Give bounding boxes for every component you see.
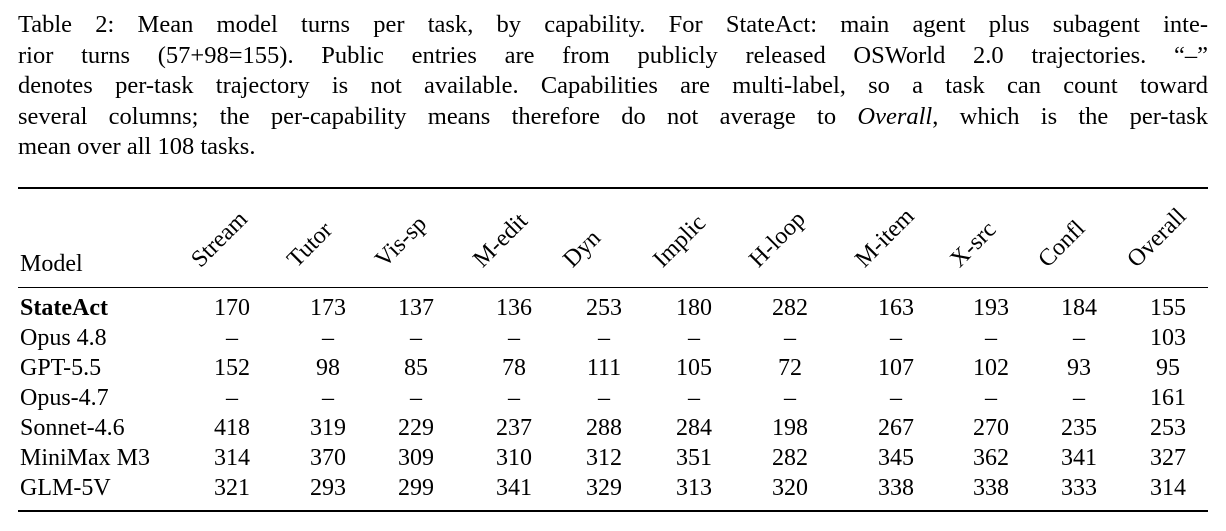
model-name: GPT-5.5: [20, 355, 102, 381]
model-name: Opus 4.8: [20, 325, 107, 351]
table-cell-x-src: 270: [973, 415, 1009, 441]
table-cell-m-item: 338: [878, 475, 914, 501]
table-cell-implic: 351: [676, 445, 712, 471]
table-cell-x-src: 362: [973, 445, 1009, 471]
table-cell-overall: 253: [1150, 415, 1186, 441]
table-cell-stream: 170: [214, 295, 250, 321]
model-name: StateAct: [20, 295, 108, 321]
column-header-vis-sp: Vis-sp: [370, 211, 433, 273]
table-cell-implic: –: [688, 385, 700, 411]
table-cell-h-loop: –: [784, 385, 796, 411]
table-caption: [18, 10, 1208, 163]
table-header-rule: [18, 287, 1208, 288]
table-cell-vis-sp: 309: [398, 445, 434, 471]
table-cell-m-edit: 136: [496, 295, 532, 321]
model-name: Sonnet-4.6: [20, 415, 125, 441]
table-cell-confl: 341: [1061, 445, 1097, 471]
table-cell-stream: –: [226, 385, 238, 411]
table-cell-confl: –: [1073, 385, 1085, 411]
column-header-m-edit: M-edit: [468, 208, 533, 273]
table-cell-x-src: –: [985, 325, 997, 351]
table-cell-dyn: 288: [586, 415, 622, 441]
table-cell-tutor: 293: [310, 475, 346, 501]
caption-overall-term: Overall: [857, 102, 933, 130]
table-row: [0, 443, 1226, 473]
table-cell-tutor: 370: [310, 445, 346, 471]
table-top-rule: [18, 187, 1208, 189]
table-cell-dyn: 111: [586, 355, 622, 381]
table-cell-vis-sp: 137: [398, 295, 434, 321]
table-cell-vis-sp: 229: [398, 415, 434, 441]
column-header-stream: Stream: [186, 206, 253, 273]
column-header-x-src: X-src: [945, 216, 1002, 273]
table-cell-confl: 184: [1061, 295, 1097, 321]
table-cell-stream: 152: [214, 355, 250, 381]
table-cell-m-item: 107: [878, 355, 914, 381]
column-header-m-item: M-item: [850, 203, 920, 273]
table-cell-implic: 105: [676, 355, 712, 381]
table-cell-confl: 93: [1067, 355, 1091, 381]
table-cell-implic: 284: [676, 415, 712, 441]
table-cell-h-loop: 72: [778, 355, 802, 381]
model-name: Opus-4.7: [20, 385, 109, 411]
table-cell-h-loop: 320: [772, 475, 808, 501]
table-cell-dyn: –: [598, 325, 610, 351]
caption-line-1: Table 2: Mean model turns per task, by capability. For StateAct: main agent plus subagent inte-: [18, 11, 1208, 38]
table-cell-dyn: 253: [586, 295, 622, 321]
table-cell-tutor: 319: [310, 415, 346, 441]
table-cell-tutor: 98: [316, 355, 340, 381]
table-cell-overall: 155: [1150, 295, 1186, 321]
table-cell-dyn: 329: [586, 475, 622, 501]
column-header-dyn: Dyn: [558, 225, 606, 273]
table-cell-m-item: 345: [878, 445, 914, 471]
caption-line-4-end: , which is the per-task: [932, 102, 1208, 130]
table-cell-tutor: –: [322, 325, 334, 351]
caption-line-5: mean over all 108 tasks.: [18, 133, 256, 160]
table-cell-dyn: 312: [586, 445, 622, 471]
table-cell-tutor: 173: [310, 295, 346, 321]
column-header-implic: Implic: [648, 210, 712, 273]
table-cell-h-loop: 198: [772, 415, 808, 441]
table-cell-confl: 235: [1061, 415, 1097, 441]
table-row: [0, 473, 1226, 503]
table-cell-m-edit: 78: [502, 355, 526, 381]
table-cell-stream: 321: [214, 475, 250, 501]
table-cell-stream: 314: [214, 445, 250, 471]
table-cell-dyn: –: [598, 385, 610, 411]
table-cell-tutor: –: [322, 385, 334, 411]
table-cell-stream: 418: [214, 415, 250, 441]
table-cell-h-loop: 282: [772, 295, 808, 321]
table-bottom-rule: [18, 510, 1208, 512]
table-cell-vis-sp: 85: [404, 355, 428, 381]
table-cell-x-src: –: [985, 385, 997, 411]
table-cell-m-edit: 310: [496, 445, 532, 471]
table-cell-m-item: 267: [878, 415, 914, 441]
table-cell-m-edit: 237: [496, 415, 532, 441]
table-cell-m-edit: 341: [496, 475, 532, 501]
table-row: [0, 293, 1226, 323]
table-cell-confl: 333: [1061, 475, 1097, 501]
table-cell-m-item: 163: [878, 295, 914, 321]
table-cell-m-edit: –: [508, 385, 520, 411]
table-cell-m-item: –: [890, 385, 902, 411]
table-row: [0, 383, 1226, 413]
table-cell-overall: 95: [1156, 355, 1180, 381]
table-cell-m-edit: –: [508, 325, 520, 351]
table-row: [0, 323, 1226, 353]
table-cell-stream: –: [226, 325, 238, 351]
caption-line-3: denotes per-task trajectory is not available. Capabilities are multi-label, so a task can count toward: [18, 72, 1208, 99]
table-cell-vis-sp: –: [410, 325, 422, 351]
column-header-h-loop: H-loop: [744, 206, 811, 273]
column-header-confl: Confl: [1033, 215, 1091, 273]
table-cell-overall: 161: [1150, 385, 1186, 411]
table-cell-confl: –: [1073, 325, 1085, 351]
table-cell-vis-sp: 299: [398, 475, 434, 501]
table-row: [0, 413, 1226, 443]
table-cell-h-loop: 282: [772, 445, 808, 471]
column-header-overall: Overall: [1122, 203, 1192, 273]
table-cell-implic: 180: [676, 295, 712, 321]
table-row: [0, 353, 1226, 383]
table-cell-h-loop: –: [784, 325, 796, 351]
table-cell-implic: –: [688, 325, 700, 351]
table-cell-m-item: –: [890, 325, 902, 351]
model-column-header: Model: [20, 251, 83, 277]
model-name: GLM-5V: [20, 475, 111, 501]
caption-line-4-start: several columns; the per-capability means therefore do not average to: [18, 102, 858, 130]
caption-line-2: rior turns (57+98=155). Public entries are from publicly released OSWorld 2.0 trajectories. “–”: [18, 41, 1208, 69]
table-cell-overall: 314: [1150, 475, 1186, 501]
table-cell-x-src: 338: [973, 475, 1009, 501]
table-cell-implic: 313: [676, 475, 712, 501]
caption-line-4: [18, 102, 1208, 133]
column-header-tutor: Tutor: [282, 217, 338, 273]
table-cell-x-src: 193: [973, 295, 1009, 321]
table-cell-overall: 327: [1150, 445, 1186, 471]
model-name: MiniMax M3: [20, 445, 151, 471]
table-cell-vis-sp: –: [410, 385, 422, 411]
table-cell-overall: 103: [1150, 325, 1186, 351]
table-cell-x-src: 102: [973, 355, 1009, 381]
